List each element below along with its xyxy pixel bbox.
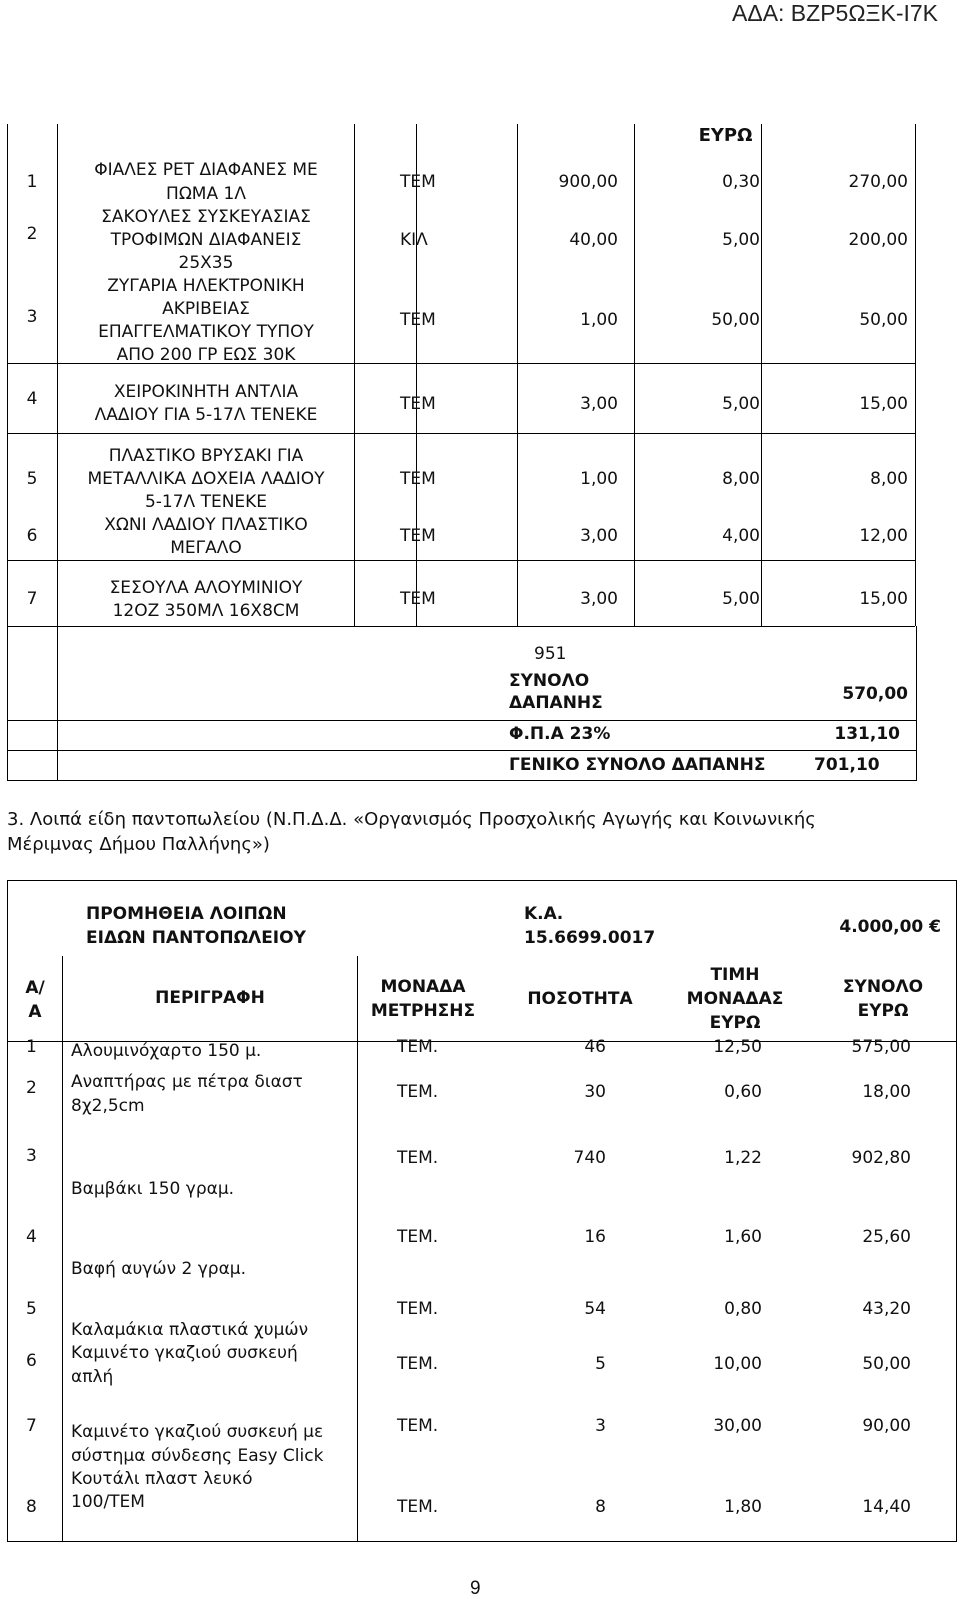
header-aa: Α: [28, 1002, 42, 1022]
summary-code: 951: [534, 644, 567, 664]
ka-value: 15.6699.0017: [524, 928, 656, 948]
header-total: ΣΥΝΟΛΟ: [842, 977, 924, 997]
sum-value: 570,00: [842, 684, 908, 704]
vat-label: Φ.Π.Α 23%: [509, 724, 611, 744]
document-code: ΑΔΑ: ΒΖΡ5ΩΞΚ-Ι7Κ: [731, 0, 938, 26]
header-unit-price: ΜΟΝΑΔΑΣ: [686, 989, 784, 1009]
table2-title: ΕΙΔΩΝ ΠΑΝΤΟΠΩΛΕΙΟΥ: [86, 928, 306, 948]
sum-label: ΣΥΝΟΛΟ: [509, 671, 590, 691]
header-total: ΕΥΡΩ: [857, 1001, 909, 1021]
header-quantity: ΠΟΣΟΤΗΤΑ: [527, 989, 633, 1009]
vat-value: 131,10: [834, 724, 900, 744]
table2-title: ΠΡΟΜΗΘΕΙΑ ΛΟΙΠΩΝ: [86, 904, 287, 924]
header-unit: ΜΟΝΑΔΑ: [380, 977, 466, 997]
header-unit-price: ΕΥΡΩ: [709, 1013, 761, 1033]
currency-header: ΕΥΡΩ: [698, 125, 753, 146]
header-aa: Α/: [25, 978, 45, 998]
ka-label: Κ.Α.: [524, 904, 564, 924]
sum-label: ΔΑΠΑΝΗΣ: [509, 693, 603, 713]
header-unit: ΜΕΤΡΗΣΗΣ: [370, 1001, 476, 1021]
budget-amount: 4.000,00 €: [839, 917, 941, 937]
header-description: ΠΕΡΙΓΡΑΦΗ: [155, 988, 265, 1008]
grand-total-value: 701,10: [814, 755, 880, 775]
header-unit-price: ΤΙΜΗ: [710, 965, 760, 985]
page-number: 9: [470, 1578, 481, 1599]
grand-total-label: ΓΕΝΙΚΟ ΣΥΝΟΛΟ ΔΑΠΑΝΗΣ: [509, 755, 766, 775]
